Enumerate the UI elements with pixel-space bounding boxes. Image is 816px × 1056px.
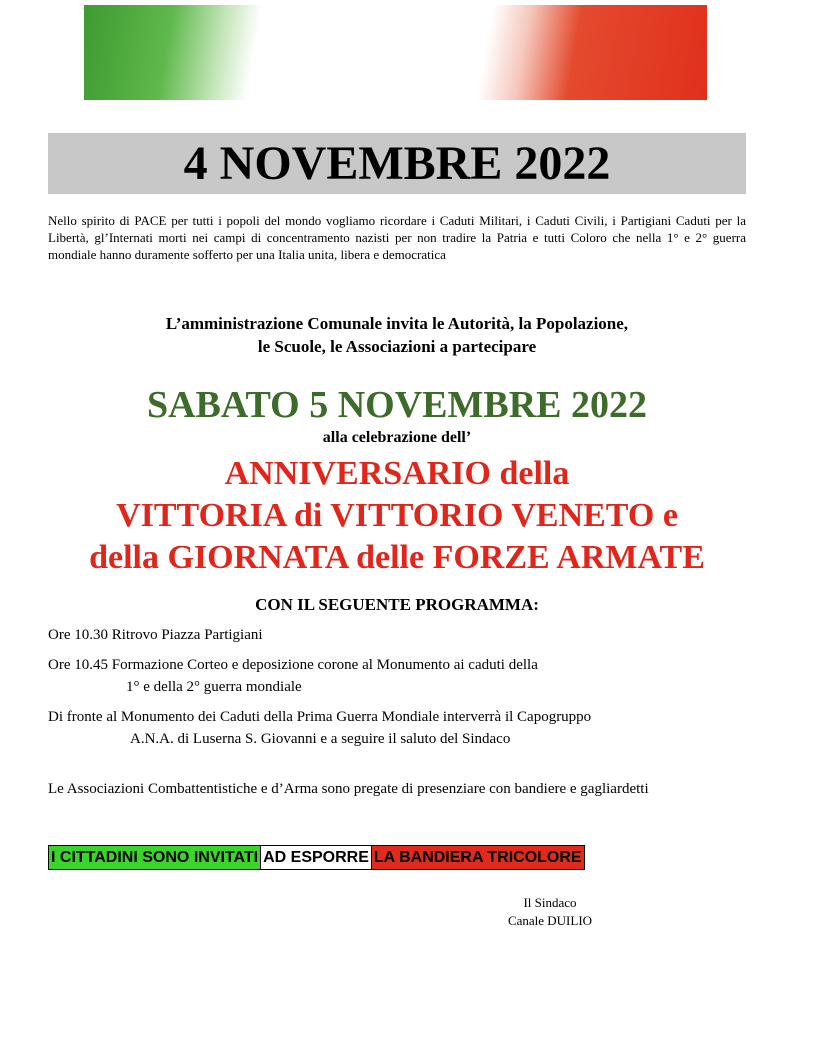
signature-name: Canale DUILIO [507, 913, 593, 928]
header-date: 4 NOVEMBRE 2022 [183, 137, 611, 190]
program-item-1-text: Ore 10.30 Ritrovo Piazza Partigiani [48, 627, 263, 643]
program-heading: CON IL SEGUENTE PROGRAMMA: [255, 595, 539, 614]
banner-red-part: LA BANDIERA TRICOLORE [372, 846, 584, 869]
invitation-line-1: L’amministrazione Comunale invita le Autorità, la Popolazione, [165, 314, 629, 333]
program-item-2-line-1: Ore 10.45 Formazione Corteo e deposizione corone al Monumento ai caduti della [48, 657, 538, 673]
event-title-line-3: della GIORNATA delle FORZE ARMATE [89, 539, 705, 576]
intro-paragraph: Nello spirito di PACE per tutti i popoli del mondo vogliamo ricordare i Caduti Militari, i Caduti Civili, i Partigiani Caduti per la Libertà, gl’Internati morti nei campi di concentramento nazisti per non tradire la Patria e tutti Coloro che nella 1° e 2° guerra mondiale hanno duramente sofferto per una Italia unita, libera e democratica [48, 213, 746, 262]
program-item-2 [48, 654, 768, 698]
tricolor-banner [48, 845, 585, 870]
celebration-text: alla celebrazione dell’ [322, 429, 472, 446]
program-item-3-line-1: Di fronte al Monumento dei Caduti della Prima Guerra Mondiale interverrà il Capogruppo [48, 709, 592, 725]
banner-green-part: I CITTADINI SONO INVITATI [49, 846, 260, 869]
program-item-3 [48, 706, 768, 750]
program-item-1 [48, 624, 768, 646]
italian-flag-image [84, 5, 707, 100]
signature-role: Il Sindaco [523, 895, 577, 910]
banner-white-part: AD ESPORRE [260, 846, 372, 869]
program-item-2-line-2: 1° e della 2° guerra mondiale [126, 679, 302, 695]
program-item-3-line-2: A.N.A. di Luserna S. Giovanni e a seguire il saluto del Sindaco [130, 731, 511, 747]
event-title-line-1: ANNIVERSARIO della [224, 455, 570, 492]
header-date-bar [48, 133, 746, 194]
associations-paragraph: Le Associazioni Combattentistiche e d’Arma sono pregate di presenziare con bandiere e gagliardetti [48, 781, 649, 797]
invitation-text [48, 312, 746, 358]
event-title-line-2: VITTORIA di VITTORIO VENETO e [116, 497, 678, 534]
invitation-line-2: le Scuole, le Associazioni a partecipare [257, 337, 537, 356]
signature-block [480, 894, 620, 930]
event-title [40, 453, 754, 579]
event-date: SABATO 5 NOVEMBRE 2022 [146, 384, 648, 426]
